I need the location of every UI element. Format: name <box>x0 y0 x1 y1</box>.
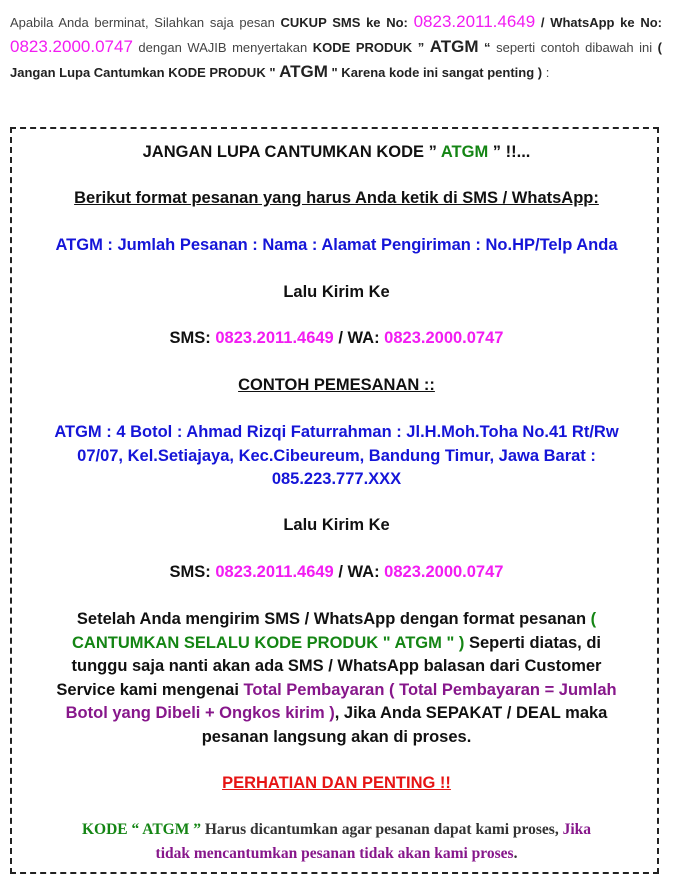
final-note-line-1 <box>12 818 661 842</box>
final-warning-end: tidak mencantumkan pesanan tidak akan kami proses <box>155 845 514 862</box>
process-paragraph-line-2 <box>12 632 661 656</box>
example-title: CONTOH PEMESANAN :: <box>238 376 435 394</box>
example-order-line-3: 085.223.777.XXX <box>271 470 402 488</box>
intro-sms-label: CUKUP SMS ke No: <box>280 15 414 30</box>
headline <box>12 141 661 165</box>
intro-colon: : <box>542 65 550 80</box>
intro-product-code-label-2: KODE PRODUK " <box>168 65 280 80</box>
sms-label-2: SMS: <box>169 563 216 581</box>
intro-text: dengan WAJIB menyertakan <box>132 40 313 55</box>
process-paragraph-line-1 <box>12 608 661 632</box>
example-order-line-1: ATGM : 4 Botol : Ahmad Rizqi Faturrahman : Jl.H.Moh.Toha No.41 Rt/Rw <box>54 423 619 441</box>
wa-label: / WA: <box>333 329 385 347</box>
process-paragraph-line-3: tunggu saja nanti akan ada SMS / WhatsApp balasan dari Customer <box>71 657 602 675</box>
payment-total-note-end: Botol yang Dibeli + Ongkos kirim ) <box>65 704 335 722</box>
process-text: Service kami mengenai <box>56 680 244 699</box>
intro-sms-number[interactable]: 0823.2011.4649 <box>413 12 536 31</box>
intro-text: Apabila Anda berminat, Silahkan saja pesan <box>10 15 281 30</box>
headline-text-end: ” !!... <box>488 143 531 161</box>
contact-numbers-2 <box>12 561 661 585</box>
headline-text: JANGAN LUPA CANTUMKAN KODE ” <box>142 143 441 161</box>
intro-wa-number[interactable]: 0823.2000.0747 <box>10 37 133 56</box>
intro-paragraph <box>10 10 662 85</box>
process-paragraph-line-4 <box>12 679 661 703</box>
payment-total-note: Total Pembayaran ( Total Pembayaran = Jumlah <box>243 680 617 699</box>
wa-number-2[interactable]: 0823.2000.0747 <box>384 563 504 581</box>
intro-product-code-quote: “ <box>478 40 491 55</box>
intro-product-code-quote-2: " <box>327 65 338 80</box>
process-text: Setelah Anda mengirim SMS / WhatsApp dengan format pesanan <box>76 610 591 628</box>
intro-wa-label: / WhatsApp ke No: <box>535 15 662 30</box>
contact-numbers <box>12 327 661 351</box>
intro-product-code: ATGM <box>429 37 479 56</box>
final-text: Harus dicantumkan agar pesanan dapat kami proses, <box>200 821 563 838</box>
process-text: Seperti diatas, di <box>464 633 601 652</box>
wa-number[interactable]: 0823.2000.0747 <box>384 329 504 347</box>
intro-product-code-2: ATGM <box>279 62 328 81</box>
process-code-reminder: CANTUMKAN SELALU KODE PRODUK " ATGM " ) <box>72 633 465 652</box>
final-code: KODE “ ATGM ” <box>81 821 201 838</box>
wa-label-2: / WA: <box>333 563 385 581</box>
final-period: . <box>513 845 518 862</box>
intro-reminder: ( Jangan Lupa Cantumkan <box>10 40 662 80</box>
send-to-label-2: Lalu Kirim Ke <box>283 516 390 534</box>
intro-reminder-end: Karena kode ini sangat penting ) <box>337 65 543 80</box>
intro-product-code-label: KODE PRODUK ” <box>312 40 430 55</box>
process-paren: ( <box>590 610 597 628</box>
sms-label: SMS: <box>169 329 216 347</box>
headline-code: ATGM <box>440 143 489 161</box>
process-paragraph-line-6: pesanan langsung akan di proses. <box>201 727 472 746</box>
process-text: , Jika Anda SEPAKAT / DEAL maka <box>334 704 608 722</box>
process-paragraph-line-5 <box>12 702 661 726</box>
warning-title: PERHATIAN DAN PENTING !! <box>222 774 451 792</box>
final-note-line-2 <box>12 842 661 866</box>
format-title: Berikut format pesanan yang harus Anda ketik di SMS / WhatsApp: <box>74 189 599 207</box>
intro-text: seperti contoh dibawah ini <box>490 40 658 55</box>
example-order-line-2: 07/07, Kel.Setiajaya, Kec.Cibeureum, Bandung Timur, Jawa Barat : <box>77 446 596 465</box>
final-warning: Jika <box>562 821 592 838</box>
order-instructions-box <box>10 127 659 874</box>
sms-number-2[interactable]: 0823.2011.4649 <box>215 563 334 581</box>
order-format: ATGM : Jumlah Pesanan : Nama : Alamat Pengiriman : No.HP/Telp Anda <box>55 236 618 254</box>
sms-number[interactable]: 0823.2011.4649 <box>215 329 334 347</box>
send-to-label: Lalu Kirim Ke <box>283 283 390 301</box>
